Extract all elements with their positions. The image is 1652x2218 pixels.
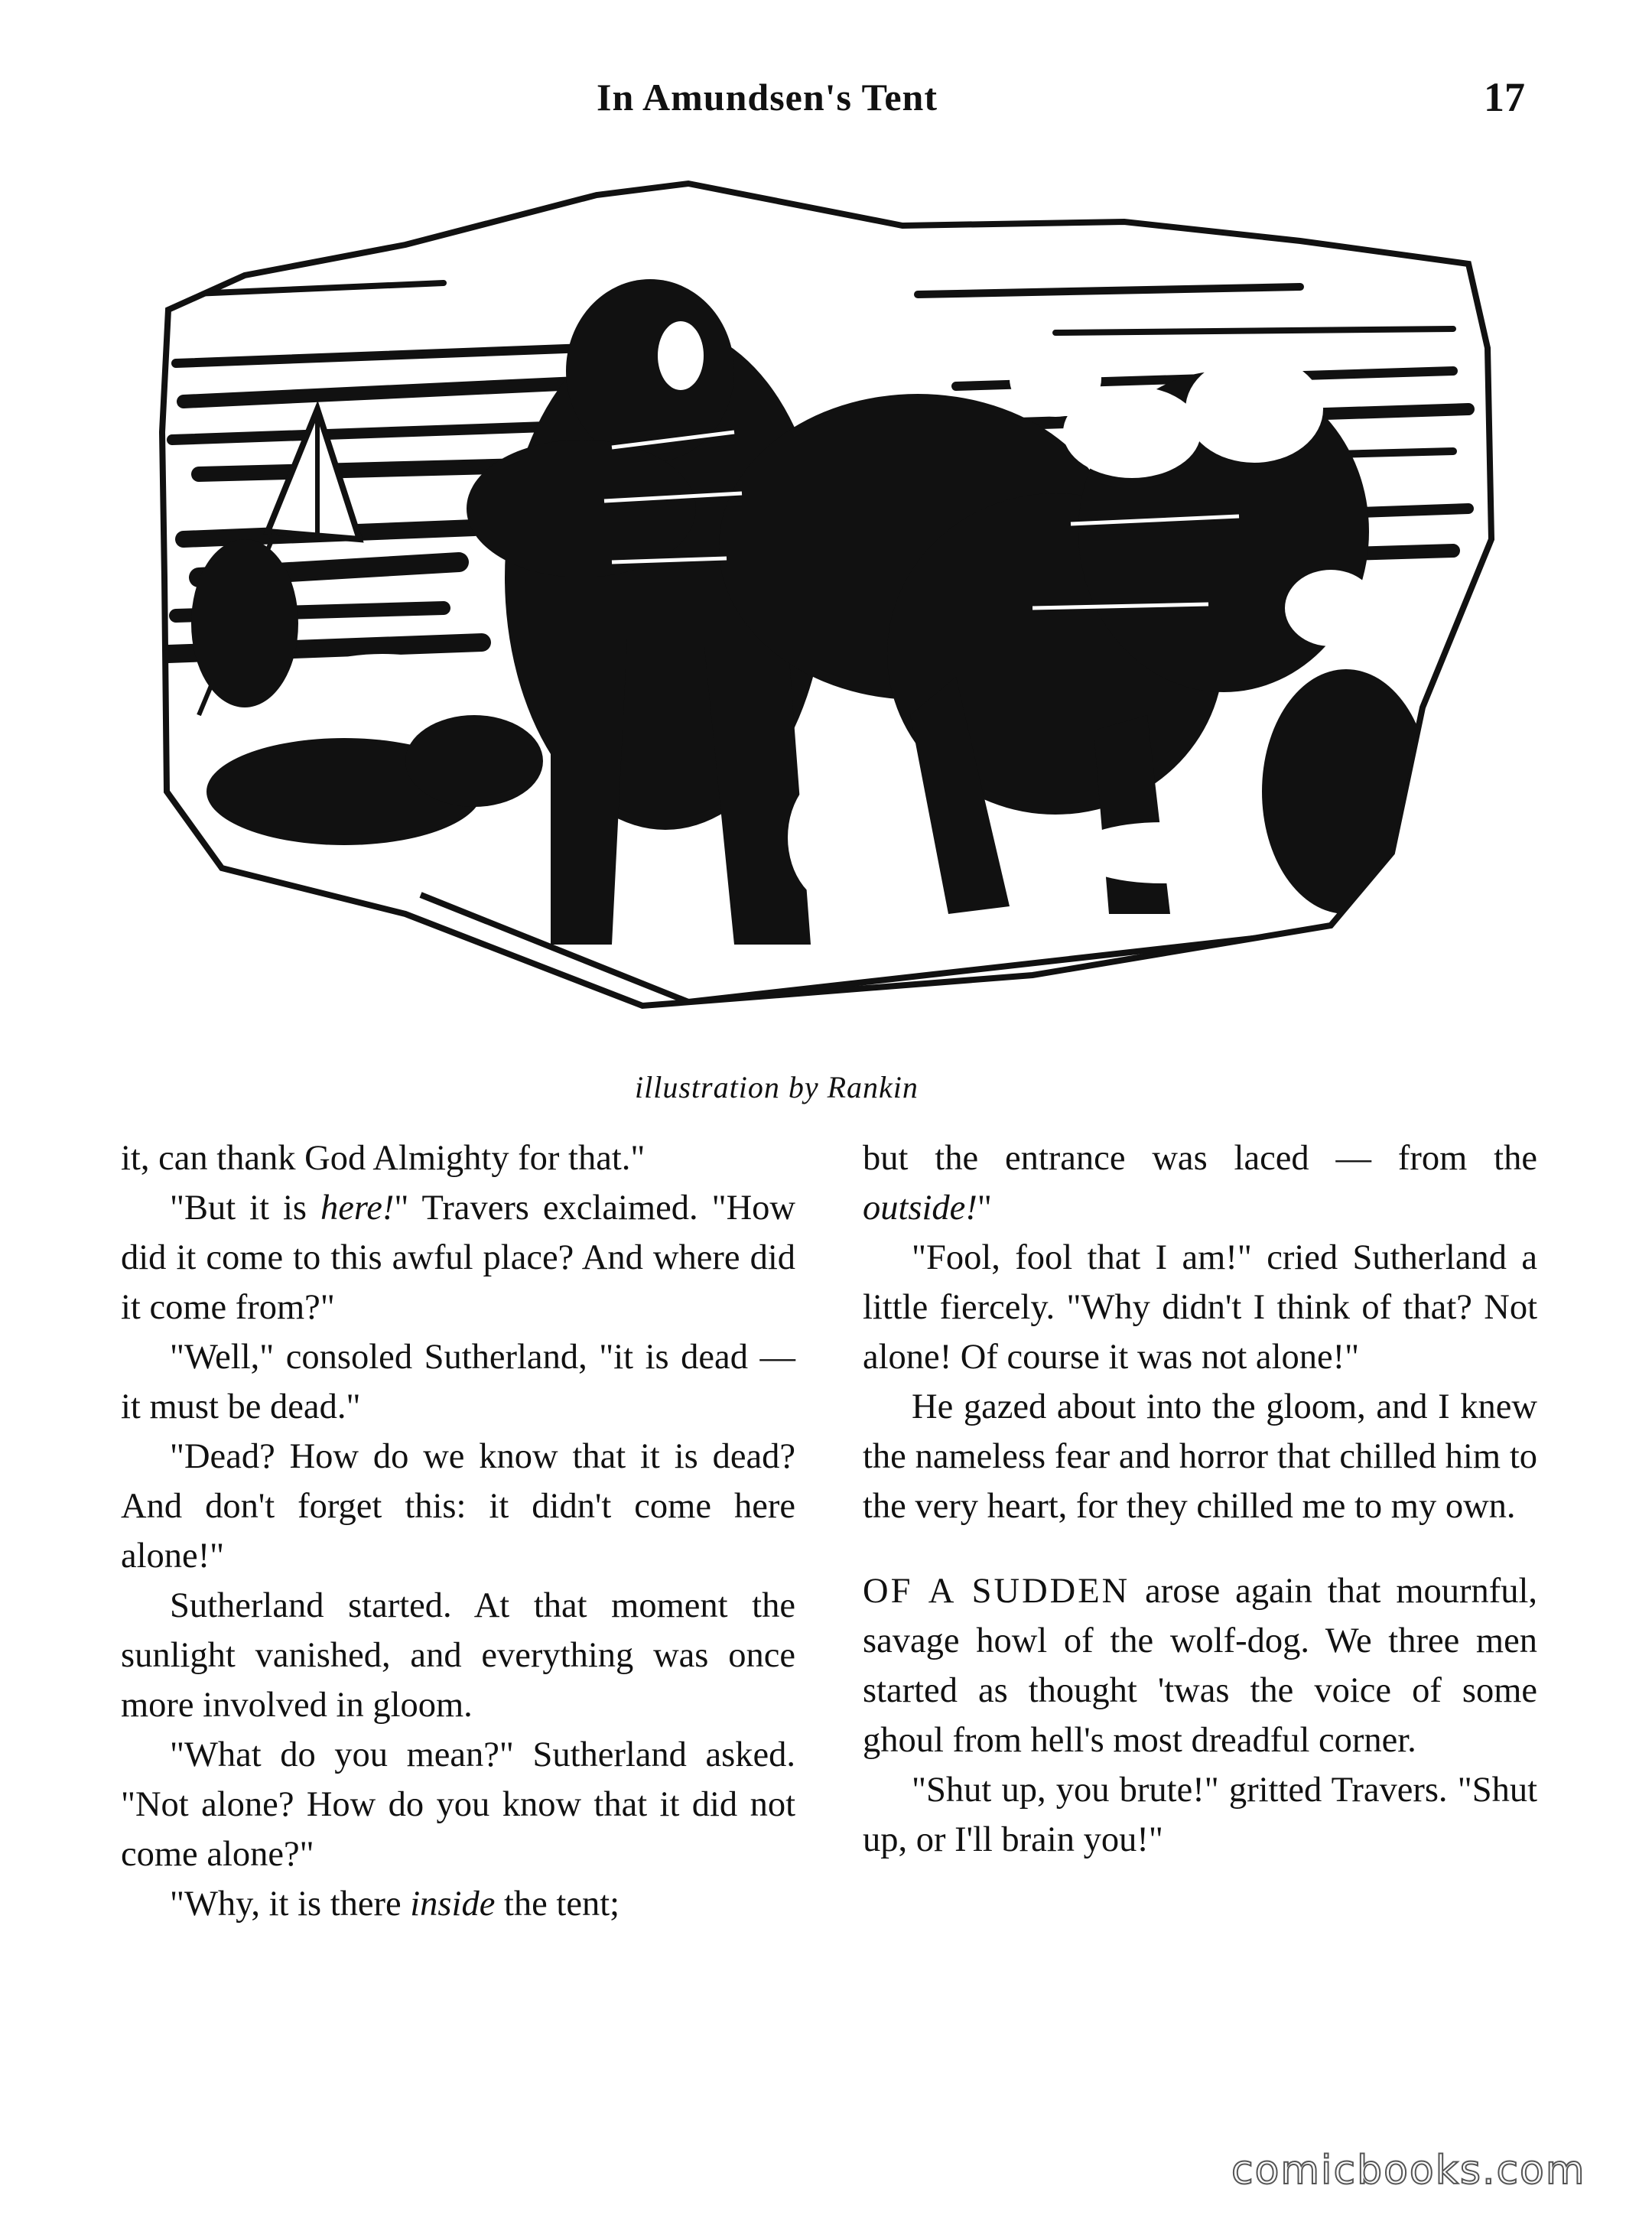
paragraph bbox=[121, 1183, 795, 1332]
text-run: " bbox=[977, 1189, 992, 1228]
section-lead: OF A SUDDEN bbox=[863, 1572, 1130, 1611]
paragraph: "Fool, fool that I am!" cried Sutherland a little fiercely. "Why didn't I think of that? Not alone! Of course it was not alone!" bbox=[863, 1238, 1537, 1377]
paragraph: it, can thank God Almighty for that." bbox=[121, 1139, 646, 1178]
text-run: " Travers exclaimed. "How did it come to this awful place? And where did it come from?" bbox=[121, 1189, 795, 1327]
text-run: arose again that mournful, savage howl of the wolf-dog. We three men started as thought 'twas the voice of some ghoul from hell's most dreadful corner. bbox=[863, 1572, 1537, 1760]
paragraph: "Well," consoled Sutherland, "it is dead — it must be dead." bbox=[121, 1338, 795, 1426]
woodcut-illustration bbox=[153, 180, 1499, 1040]
page-number: 17 bbox=[1484, 74, 1525, 120]
paragraph: "Dead? How do we know that it is dead? And don't forget this: it didn't come here alone!" bbox=[121, 1437, 795, 1576]
paragraph: "What do you mean?" Sutherland asked. "Not alone? How do you know that it did not come alone?" bbox=[121, 1735, 795, 1874]
text-run: the tent; bbox=[495, 1885, 620, 1924]
paragraph: "Shut up, you brute!" gritted Travers. "Shut up, or I'll brain you!" bbox=[863, 1771, 1537, 1859]
paragraph: He gazed about into the gloom, and I knew the nameless fear and horror that chilled him to the very heart, for they chilled me to my own. bbox=[863, 1387, 1537, 1526]
illustration-caption: illustration by Rankin bbox=[635, 1070, 919, 1104]
emphasis: inside bbox=[410, 1885, 496, 1924]
paragraph bbox=[121, 1879, 795, 1929]
running-title: In Amundsen's Tent bbox=[597, 76, 938, 119]
emphasis: outside! bbox=[863, 1189, 977, 1228]
paragraph bbox=[863, 1133, 1537, 1233]
left-column bbox=[121, 1133, 795, 1929]
text-run: but the entrance was laced — from the bbox=[863, 1139, 1537, 1178]
text-run: "Why, it is there bbox=[170, 1885, 411, 1924]
section-paragraph bbox=[863, 1566, 1537, 1765]
emphasis: here! bbox=[320, 1189, 395, 1228]
watermark: comicbooks.com bbox=[1231, 2148, 1586, 2194]
paragraph: Sutherland started. At that moment the sunlight vanished, and everything was once more involved in gloom. bbox=[121, 1586, 795, 1725]
right-column bbox=[863, 1133, 1537, 1865]
text-run: "But it is bbox=[170, 1189, 321, 1228]
